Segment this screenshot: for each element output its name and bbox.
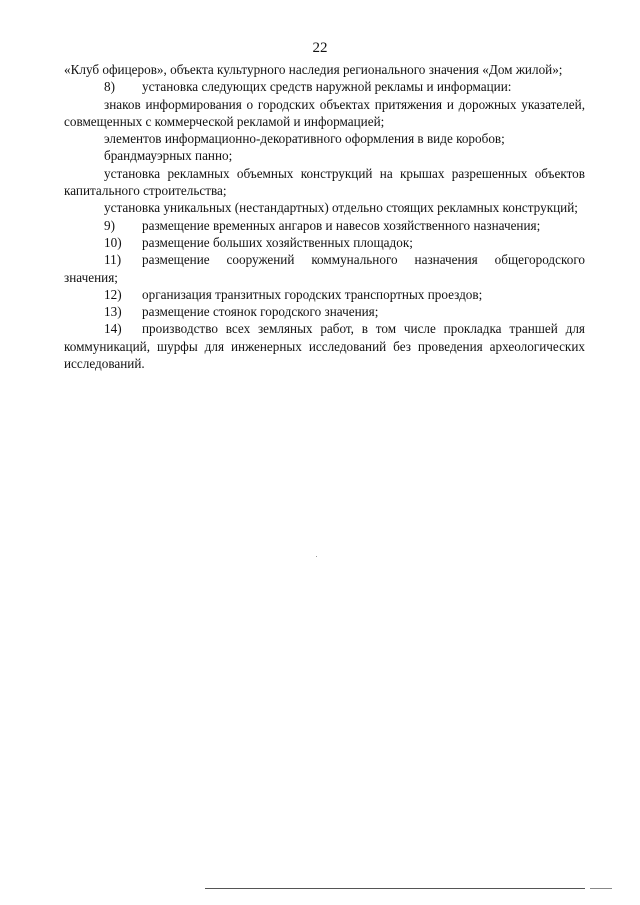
paragraph-text: брандмауэрных панно; <box>104 148 233 164</box>
sub-item-signs <box>64 96 585 131</box>
list-number: 14) <box>104 321 122 337</box>
list-number: 11) <box>104 252 122 268</box>
list-number: 9) <box>104 217 115 233</box>
list-item-12 <box>64 286 585 303</box>
paragraph-text: размещение больших хозяйственных площадок; <box>142 234 413 250</box>
list-item-11 <box>64 251 585 286</box>
paragraph-text: производство всех земляных работ, в том числе прокладка траншей для коммуникаций, шурфы для инженерных исследований без проведения археологических исследований. <box>64 321 585 372</box>
footer-rule-fragment <box>590 888 612 889</box>
list-item-8 <box>64 78 585 95</box>
footer-rule <box>205 888 585 889</box>
paragraph-text: организация транзитных городских транспортных проездов; <box>142 286 483 302</box>
list-number: 10) <box>104 234 122 250</box>
paragraph-text: элементов информационно-декоративного оформления в виде коробов; <box>104 131 505 147</box>
list-item-10 <box>64 234 585 251</box>
paragraph-text: установка уникальных (нестандартных) отдельно стоящих рекламных конструкций; <box>104 200 578 216</box>
list-item-13 <box>64 303 585 320</box>
paragraph-continuation <box>64 61 585 78</box>
paragraph-text: установка рекламных объемных конструкций на крышах разрешенных объектов капитального строительства; <box>64 165 585 199</box>
list-item-14 <box>64 320 585 372</box>
scan-speck <box>316 556 317 557</box>
sub-item-unique-structures <box>64 199 585 216</box>
sub-item-roof-structures <box>64 165 585 200</box>
paragraph-text: размещение временных ангаров и навесов хозяйственного назначения; <box>142 217 541 233</box>
paragraph-text: знаков информирования о городских объектах притяжения и дорожных указателей, совмещенных с коммерческой рекламой и информацией; <box>64 96 585 129</box>
sub-item-boxes <box>64 130 585 147</box>
paragraph-text: установка следующих средств наружной рекламы и информации: <box>142 79 512 95</box>
paragraph-text: размещение сооружений коммунального назначения общегородского значения; <box>64 252 585 285</box>
list-number: 12) <box>104 286 122 302</box>
sub-item-panels <box>64 147 585 164</box>
paragraph-text: размещение стоянок городского значения; <box>142 304 379 320</box>
page-number: 22 <box>312 40 328 56</box>
list-item-9 <box>64 217 585 234</box>
document-body <box>64 61 585 372</box>
list-number: 13) <box>104 304 122 320</box>
paragraph-text: «Клуб офицеров», объекта культурного наследия регионального значения «Дом жилой»; <box>64 62 563 77</box>
list-number: 8) <box>104 79 115 95</box>
